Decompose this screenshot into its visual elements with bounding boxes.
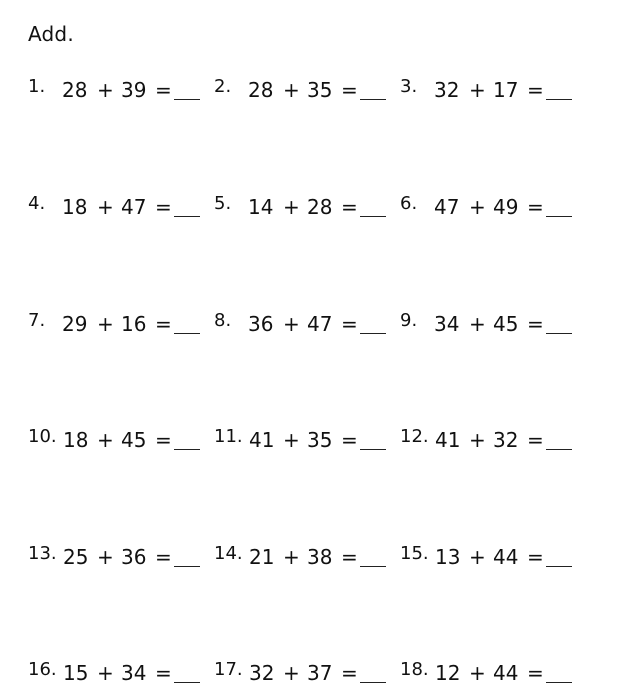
plus-sign: + bbox=[283, 195, 300, 219]
plus-sign: + bbox=[97, 312, 114, 336]
plus-sign: + bbox=[469, 545, 486, 569]
addend-first: 32 bbox=[434, 78, 460, 102]
addend-second: 32 bbox=[493, 428, 519, 452]
addend-first: 21 bbox=[249, 545, 275, 569]
problem-number: 10. bbox=[28, 426, 57, 447]
equals-sign: = bbox=[341, 195, 358, 219]
addend-second: 38 bbox=[307, 545, 333, 569]
plus-sign: + bbox=[469, 195, 486, 219]
answer-blank[interactable] bbox=[174, 333, 200, 334]
addend-second: 17 bbox=[493, 78, 519, 102]
answer-blank[interactable] bbox=[174, 566, 200, 567]
addend-second: 45 bbox=[121, 428, 147, 452]
addend-first: 34 bbox=[434, 312, 460, 336]
plus-sign: + bbox=[469, 428, 486, 452]
addend-first: 25 bbox=[63, 545, 89, 569]
problem-number: 7. bbox=[28, 310, 46, 331]
addend-first: 29 bbox=[62, 312, 88, 336]
problem-number: 6. bbox=[400, 193, 418, 214]
problem-number: 17. bbox=[214, 659, 243, 680]
equals-sign: = bbox=[527, 428, 544, 452]
answer-blank[interactable] bbox=[360, 449, 386, 450]
equals-sign: = bbox=[527, 78, 544, 102]
equals-sign: = bbox=[341, 545, 358, 569]
plus-sign: + bbox=[283, 428, 300, 452]
addend-first: 41 bbox=[435, 428, 461, 452]
problem-number: 12. bbox=[400, 426, 429, 447]
equals-sign: = bbox=[341, 78, 358, 102]
equals-sign: = bbox=[155, 195, 172, 219]
answer-blank[interactable] bbox=[360, 333, 386, 334]
answer-blank[interactable] bbox=[174, 216, 200, 217]
addend-second: 36 bbox=[121, 545, 147, 569]
equals-sign: = bbox=[341, 661, 358, 685]
answer-blank[interactable] bbox=[174, 449, 200, 450]
plus-sign: + bbox=[283, 78, 300, 102]
plus-sign: + bbox=[97, 78, 114, 102]
problem-number: 1. bbox=[28, 76, 46, 97]
equals-sign: = bbox=[155, 78, 172, 102]
addend-first: 18 bbox=[63, 428, 89, 452]
problem-number: 9. bbox=[400, 310, 418, 331]
equals-sign: = bbox=[155, 661, 172, 685]
plus-sign: + bbox=[283, 545, 300, 569]
answer-blank[interactable] bbox=[546, 566, 572, 567]
answer-blank[interactable] bbox=[174, 99, 200, 100]
addend-second: 47 bbox=[121, 195, 147, 219]
answer-blank[interactable] bbox=[546, 333, 572, 334]
plus-sign: + bbox=[97, 428, 114, 452]
problem-number: 14. bbox=[214, 543, 243, 564]
plus-sign: + bbox=[469, 661, 486, 685]
addend-first: 12 bbox=[435, 661, 461, 685]
addend-first: 18 bbox=[62, 195, 88, 219]
plus-sign: + bbox=[283, 312, 300, 336]
plus-sign: + bbox=[469, 312, 486, 336]
equals-sign: = bbox=[155, 428, 172, 452]
plus-sign: + bbox=[469, 78, 486, 102]
addend-first: 32 bbox=[249, 661, 275, 685]
addend-second: 37 bbox=[307, 661, 333, 685]
answer-blank[interactable] bbox=[360, 682, 386, 683]
answer-blank[interactable] bbox=[360, 566, 386, 567]
addend-first: 47 bbox=[434, 195, 460, 219]
problem-number: 13. bbox=[28, 543, 57, 564]
answer-blank[interactable] bbox=[546, 449, 572, 450]
plus-sign: + bbox=[97, 661, 114, 685]
answer-blank[interactable] bbox=[360, 99, 386, 100]
addend-second: 34 bbox=[121, 661, 147, 685]
equals-sign: = bbox=[155, 545, 172, 569]
addend-first: 36 bbox=[248, 312, 274, 336]
equals-sign: = bbox=[341, 312, 358, 336]
addend-first: 41 bbox=[249, 428, 275, 452]
addend-first: 15 bbox=[63, 661, 89, 685]
addend-second: 49 bbox=[493, 195, 519, 219]
answer-blank[interactable] bbox=[360, 216, 386, 217]
addend-second: 47 bbox=[307, 312, 333, 336]
equals-sign: = bbox=[527, 661, 544, 685]
addend-second: 28 bbox=[307, 195, 333, 219]
addend-second: 35 bbox=[307, 428, 333, 452]
problem-number: 8. bbox=[214, 310, 232, 331]
addend-first: 14 bbox=[248, 195, 274, 219]
addend-second: 35 bbox=[307, 78, 333, 102]
plus-sign: + bbox=[283, 661, 300, 685]
plus-sign: + bbox=[97, 195, 114, 219]
equals-sign: = bbox=[527, 195, 544, 219]
answer-blank[interactable] bbox=[546, 99, 572, 100]
answer-blank[interactable] bbox=[174, 682, 200, 683]
equals-sign: = bbox=[155, 312, 172, 336]
problem-number: 2. bbox=[214, 76, 232, 97]
plus-sign: + bbox=[97, 545, 114, 569]
addend-first: 28 bbox=[62, 78, 88, 102]
addend-second: 44 bbox=[493, 545, 519, 569]
problem-number: 11. bbox=[214, 426, 243, 447]
equals-sign: = bbox=[341, 428, 358, 452]
addend-second: 16 bbox=[121, 312, 147, 336]
problem-number: 4. bbox=[28, 193, 46, 214]
equals-sign: = bbox=[527, 312, 544, 336]
addend-second: 45 bbox=[493, 312, 519, 336]
problem-number: 15. bbox=[400, 543, 429, 564]
addend-first: 28 bbox=[248, 78, 274, 102]
equals-sign: = bbox=[527, 545, 544, 569]
problem-number: 5. bbox=[214, 193, 232, 214]
answer-blank[interactable] bbox=[546, 216, 572, 217]
problem-number: 18. bbox=[400, 659, 429, 680]
addend-second: 39 bbox=[121, 78, 147, 102]
problem-number: 16. bbox=[28, 659, 57, 680]
addend-first: 13 bbox=[435, 545, 461, 569]
answer-blank[interactable] bbox=[546, 682, 572, 683]
problem-number: 3. bbox=[400, 76, 418, 97]
instruction: Add. bbox=[28, 22, 74, 46]
addend-second: 44 bbox=[493, 661, 519, 685]
